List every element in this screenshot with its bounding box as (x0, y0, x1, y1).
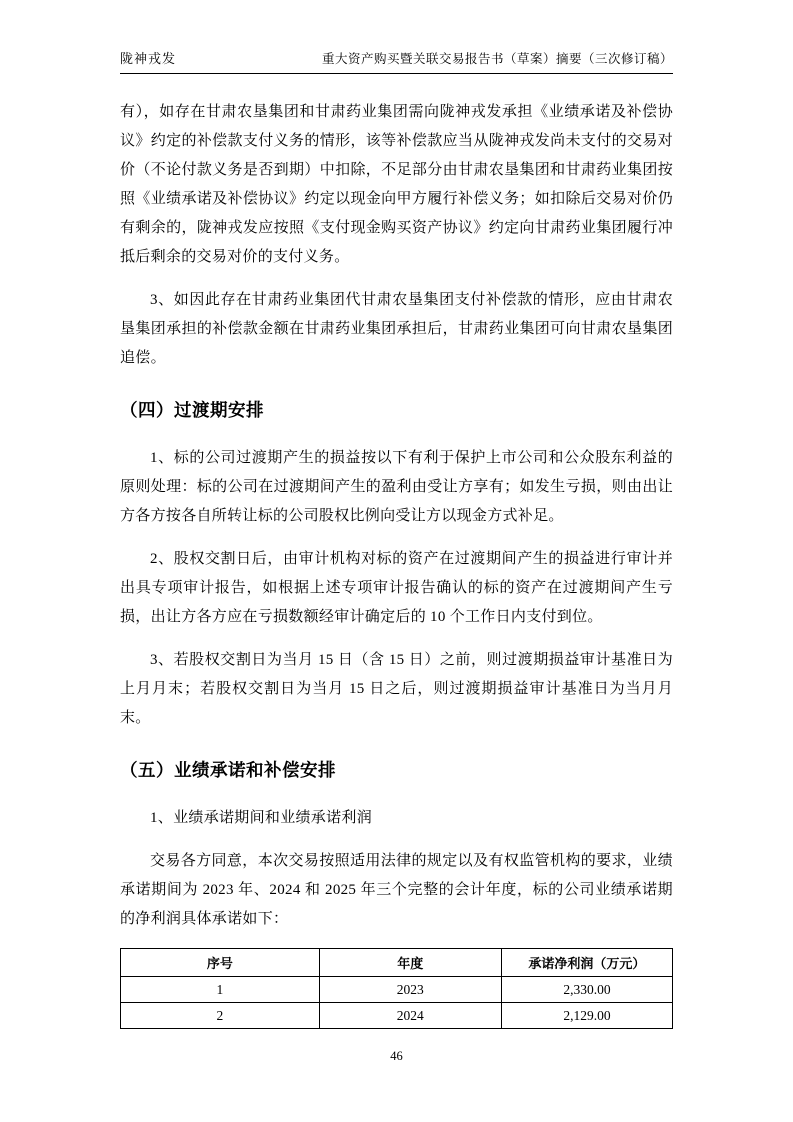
paragraph-transition-3: 3、若股权交割日为当月 15 日（含 15 日）之前，则过渡期损益审计基准日为上月月末；若股权交割日为当月 15 日之后，则过渡期损益审计基准日为当月月末。 (120, 652, 673, 726)
table-cell-profit: 2,330.00 (501, 977, 672, 1003)
profit-commitment-table (120, 948, 673, 1029)
table-header-profit: 承诺净利润（万元） (501, 949, 672, 977)
table-cell-index: 1 (121, 977, 320, 1003)
page-header (120, 48, 673, 74)
page-body (120, 98, 673, 1029)
header-company-name: 陇神戎发 (120, 51, 177, 66)
table-cell-profit: 2,129.00 (501, 1003, 672, 1029)
paragraph-transition-2: 2、股权交割日后，由审计机构对标的资产在过渡期间产生的损益进行审计并出具专项审计报告，如根据上述专项审计报告确认的标的资产在过渡期间产生亏损，出让方各方应在亏损数额经审计确定后的 10 个工作日内支付到位。 (120, 551, 673, 625)
paragraph-continuation: 有），如存在甘肃农垦集团和甘肃药业集团需向陇神戎发承担《业绩承诺及补偿协议》约定的补偿款支付义务的情形，该等补偿款应当从陇神戎发尚未支付的交易对价（不论付款义务是否到期）中扣除，不足部分由甘肃农垦集团和甘肃药业集团按照《业绩承诺及补偿协议》约定以现金向甲方履行补偿义务；如扣除后交易对价仍有剩余的，陇神戎发应按照《支付现金购买资产协议》约定向甘肃药业集团履行冲抵后剩余的交易对价的支付义务。 (120, 104, 673, 265)
paragraph-transition-1: 1、标的公司过渡期产生的损益按以下有利于保护上市公司和公众股东利益的原则处理：标的公司在过渡期间产生的盈利由受让方享有；如发生亏损，则由出让方各方按各自所转让标的公司股权比例向受让方以现金方式补足。 (120, 450, 673, 524)
page-footer (0, 1049, 793, 1064)
table-row (121, 977, 673, 1003)
table-row (121, 1003, 673, 1029)
paragraph-item-3: 3、如因此存在甘肃药业集团代甘肃农垦集团支付补偿款的情形，应由甘肃农垦集团承担的补偿款金额在甘肃药业集团承担后，甘肃药业集团可向甘肃农垦集团追偿。 (120, 292, 673, 366)
header-doc-title: 重大资产购买暨关联交易报告书（草案）摘要（三次修订稿） (321, 52, 673, 66)
table-cell-year: 2023 (319, 977, 501, 1003)
section-heading-4: （四）过渡期安排 (120, 400, 264, 420)
table-header-index: 序号 (121, 949, 320, 977)
table-cell-index: 2 (121, 1003, 320, 1029)
paragraph-commitment-detail: 交易各方同意，本次交易按照适用法律的规定以及有权监管机构的要求，业绩承诺期间为 2023 年、2024 和 2025 年三个完整的会计年度，标的公司业绩承诺期的净利润具体承诺如下： (120, 853, 673, 927)
paragraph-commitment-intro: 1、业绩承诺期间和业绩承诺利润 (150, 810, 373, 826)
page-number: 46 (390, 1049, 403, 1063)
table-header-year: 年度 (319, 949, 501, 977)
table-header-row (121, 949, 673, 977)
section-heading-5: （五）业绩承诺和补偿安排 (120, 760, 336, 780)
table-cell-year: 2024 (319, 1003, 501, 1029)
